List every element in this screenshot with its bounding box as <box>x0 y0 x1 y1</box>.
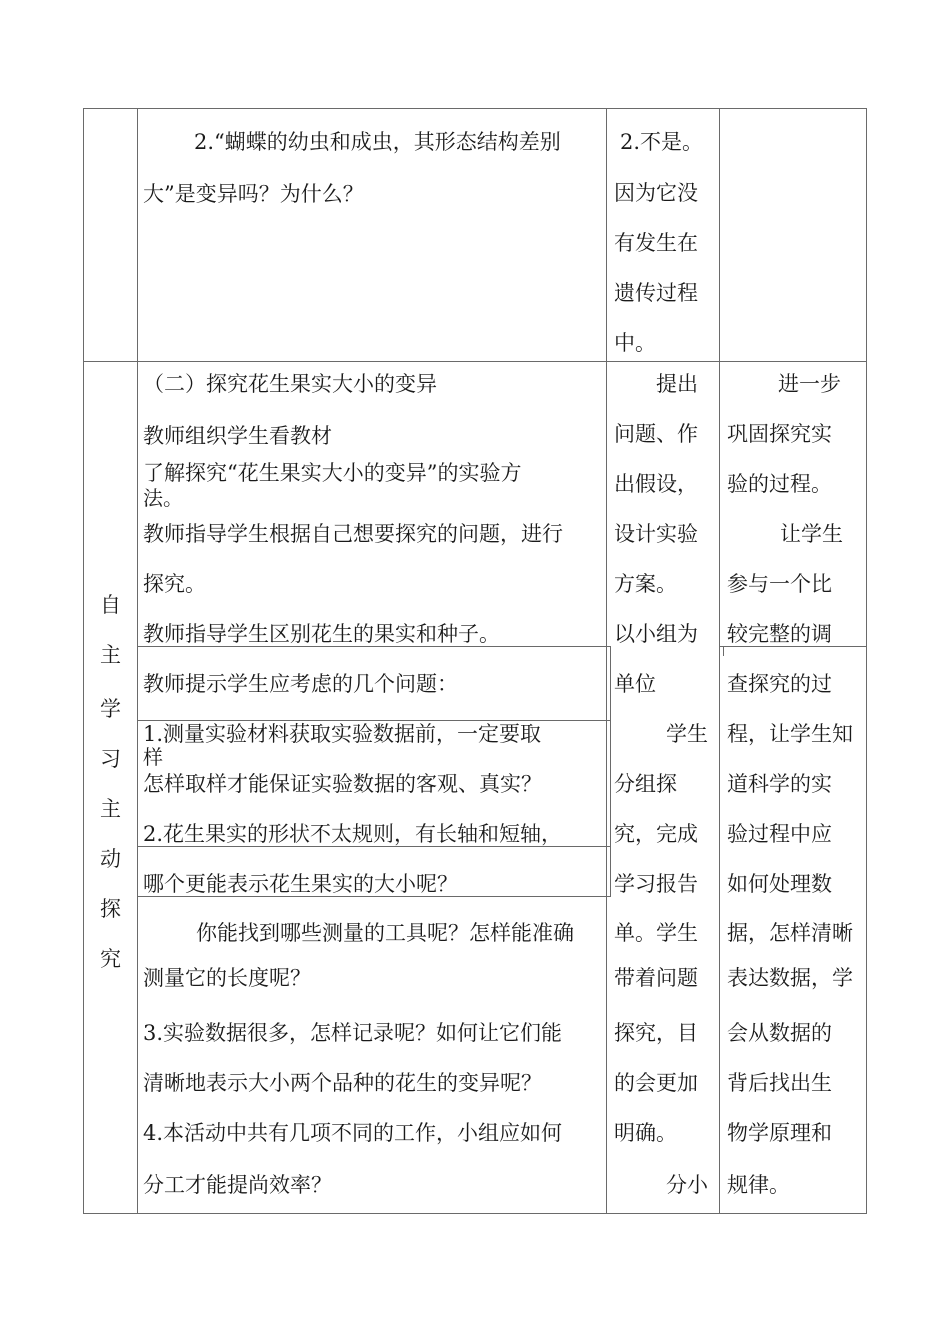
student-activity-line: 方案。 <box>614 572 677 596</box>
student-activity-line: 学习报告 <box>614 872 698 896</box>
teacher-activity-line: 清晰地表示大小两个品种的花生的变异呢？ <box>143 1071 542 1095</box>
design-intent-line: 参与一个比 <box>727 572 832 596</box>
textbox-border <box>137 846 611 847</box>
clipped-text <box>143 745 167 769</box>
column-divider-3 <box>719 108 720 1214</box>
question-line: 大”是变异吗？为什么？ <box>143 182 364 206</box>
student-activity-line: 探究，目 <box>614 1021 698 1045</box>
design-intent-line: 进一步 <box>778 372 841 396</box>
design-intent-line: 背后找出生 <box>727 1071 832 1095</box>
textbox-border <box>719 646 866 647</box>
design-intent-line: 据，怎样清晰 <box>727 921 853 945</box>
section-label-char: 究 <box>100 947 121 971</box>
teacher-activity-line: 分工才能提尚效率？ <box>143 1173 332 1197</box>
student-activity-line: 带着问题 <box>614 966 698 990</box>
table-left-border <box>83 108 84 1214</box>
section-label-char: 自 <box>100 593 121 617</box>
teacher-activity-line: 样 <box>143 745 163 769</box>
textbox-border <box>723 646 724 656</box>
answer-line: 2.不是。 <box>620 130 704 154</box>
textbox-border <box>137 896 611 897</box>
table-top-border <box>83 108 867 109</box>
student-activity-line: 设计实验 <box>614 522 698 546</box>
teacher-activity-line: 教师指导学生区别花生的果实和种子。 <box>143 622 500 646</box>
student-activity-line: 分小 <box>666 1173 708 1197</box>
teacher-activity-line: 1.测量实验材料获取实验数据前，一定要取 <box>143 722 542 746</box>
section-label-char: 习 <box>100 747 121 771</box>
design-intent-line: 验过程中应 <box>727 822 832 846</box>
design-intent-line: 较完整的调 <box>727 622 832 646</box>
teacher-activity-line: 哪个更能表示花生果实的大小呢？ <box>143 872 458 896</box>
design-intent-line: 会从数据的 <box>727 1021 832 1045</box>
teacher-activity-line: 测量它的长度呢？ <box>143 966 311 990</box>
student-activity-line: 提出 <box>656 372 698 396</box>
textbox-border <box>137 646 611 647</box>
answer-line: 有发生在 <box>614 231 698 255</box>
row-divider <box>83 361 867 362</box>
student-activity-line: 单位 <box>614 672 656 696</box>
student-activity-line: 以小组为 <box>614 622 698 646</box>
teacher-activity-line: 4.本活动中共有几项不同的工作，小组应如何 <box>143 1121 563 1145</box>
student-activity-line: 学生 <box>666 722 708 746</box>
answer-line: 中。 <box>614 331 656 355</box>
design-intent-line: 表达数据，学 <box>727 966 853 990</box>
teacher-activity-line: 怎样取样才能保证实验数据的客观、真实？ <box>143 772 542 796</box>
section-label-char: 探 <box>100 897 121 921</box>
design-intent-line: 查探究的过 <box>727 672 832 696</box>
section-label-char: 动 <box>100 847 121 871</box>
design-intent-line: 验的过程。 <box>727 472 832 496</box>
student-activity-line: 明确。 <box>614 1121 677 1145</box>
table-bottom-border <box>83 1213 867 1214</box>
student-activity-line: 究，完成 <box>614 822 698 846</box>
column-divider-1 <box>137 108 138 1214</box>
answer-line: 因为它没 <box>614 181 698 205</box>
design-intent-line: 物学原理和 <box>727 1121 832 1145</box>
teacher-activity-line: 探究。 <box>143 572 206 596</box>
section-label-char: 主 <box>100 643 121 667</box>
teacher-activity-line: 2.花生果实的形状不太规则，有长轴和短轴， <box>143 822 563 846</box>
student-activity-line: 的会更加 <box>614 1071 698 1095</box>
teacher-activity-line: 法。 <box>143 486 183 510</box>
student-activity-line: 出假设， <box>614 472 698 496</box>
design-intent-line: 程，让学生知 <box>727 722 853 746</box>
design-intent-line: 规律。 <box>727 1173 790 1197</box>
teacher-activity-line: 教师组织学生看教材 <box>143 424 332 448</box>
teacher-activity-line: 教师指导学生根据自己想要探究的问题，进行 <box>143 522 563 546</box>
teacher-activity-line: （二）探究花生果实大小的变异 <box>143 372 437 396</box>
section-label-char: 主 <box>100 797 121 821</box>
textbox-border <box>137 720 611 721</box>
column-divider-2 <box>606 108 607 1214</box>
teacher-activity-line: 3.实验数据很多，怎样记录呢？如何让它们能 <box>143 1021 563 1045</box>
table-right-border <box>866 108 867 1214</box>
student-activity-line: 单。学生 <box>614 921 698 945</box>
design-intent-line: 如何处理数 <box>727 872 832 896</box>
design-intent-line: 道科学的实 <box>727 772 832 796</box>
section-label-char: 学 <box>100 697 121 721</box>
answer-line: 遗传过程 <box>614 281 698 305</box>
teacher-activity-line: 教师提示学生应考虑的几个问题： <box>143 672 458 696</box>
textbox-border <box>610 646 611 897</box>
teacher-activity-line: 你能找到哪些测量的工具呢？怎样能准确 <box>196 921 574 945</box>
teacher-activity-line: 了解探究“花生果实大小的变异”的实验方 <box>143 461 522 485</box>
design-intent-line: 巩固探究实 <box>727 422 832 446</box>
student-activity-line: 问题、作 <box>614 422 698 446</box>
question-line: 2.“蝴蝶的幼虫和成虫，其形态结构差别 <box>194 130 561 154</box>
student-activity-line: 分组探 <box>614 772 677 796</box>
design-intent-line: 让学生 <box>780 522 843 546</box>
